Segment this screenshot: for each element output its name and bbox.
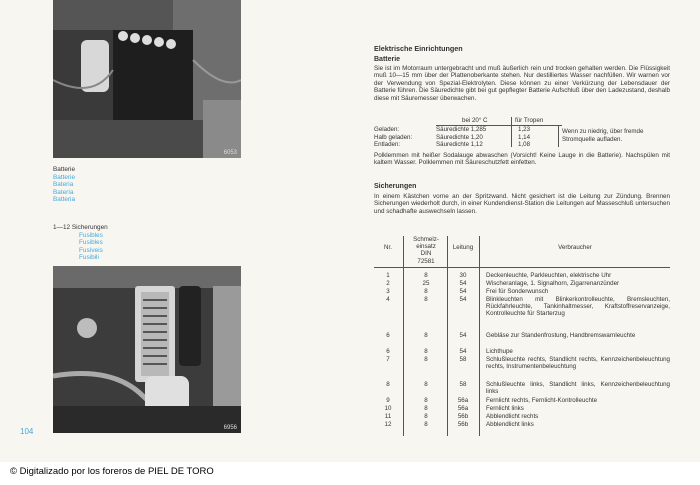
battery-caption-tr-3: Batería (53, 188, 74, 196)
fuse-nr: 6 (386, 332, 390, 339)
fuse-line: 56b (457, 413, 469, 420)
fuse-consumer: Wischeranlage, 1. Signalhorn, Zigarrenanzünder (486, 280, 620, 287)
acid-col-20c: bei 20° C (462, 117, 488, 124)
fuse-amp: 8 (424, 356, 428, 363)
photo-ref-number: 6956 (223, 425, 237, 431)
fuse-amp: 8 (424, 397, 428, 404)
acid-row-v2: 1,23 (518, 126, 531, 133)
fuse-nr: 3 (386, 288, 390, 295)
acid-note-line-2: Stromquelle aufladen. (562, 136, 623, 143)
fuse-amp: 8 (424, 421, 428, 428)
fuse-header-line: Leitung (452, 244, 474, 251)
fuse-line: 56a (457, 397, 469, 404)
fuse-nr: 6 (386, 348, 390, 355)
fuse-heading: Sicherungen (374, 183, 417, 190)
battery-caption-tr-4: Batteria (53, 196, 76, 204)
fuse-line: 54 (459, 348, 467, 355)
fuse-amp: 8 (424, 332, 428, 339)
battery-caption-tr-1: Batterie (53, 173, 76, 181)
fuse-line: 56a (457, 405, 469, 412)
fuse-line: 54 (459, 296, 467, 303)
fuse-header-consumer: Verbraucher (558, 244, 592, 251)
fusebox-photo (53, 266, 241, 433)
pole-terminal-text: Polklemmen mit heißer Sodalauge abwaschen (Vorsicht! Keine Lauge in die Batterie). Nachspülen mit kaltem Wasser. Polklemmen mit Säureschutzfett einfetten. (374, 152, 670, 167)
photo-ref-number: 6053 (223, 150, 237, 156)
fuse-consumer: Abblendlicht rechts (486, 413, 539, 420)
fuse-amp: 25 (422, 280, 430, 287)
acid-row-v1: Säuredichte 1,285 (436, 126, 487, 133)
fuse-consumer: Schlußleuchte rechts, Standlicht rechts, Kennzeichenbeleuchtung rechts, Instrumentenbeleuchtung (486, 356, 670, 371)
fuse-nr: 12 (384, 421, 392, 428)
battery-photo-drawing (53, 0, 241, 158)
battery-caption (53, 166, 75, 204)
acid-note-line-1: Wenn zu niedrig, über fremde (562, 128, 644, 135)
fuse-header-amp (404, 236, 448, 265)
fuse-header-amp-1: Schmelz- (413, 236, 439, 243)
fuse-consumer: Gebläse zur Standenfrostung, Handbremswarnleuchte (486, 332, 636, 339)
fuse-amp: 8 (424, 348, 428, 355)
fuse-consumer: Frei für Sonderwunsch (486, 288, 549, 295)
fuse-nr: 8 (386, 381, 390, 388)
acid-note-brace (558, 126, 559, 147)
fuse-header-amp-3: DIN (420, 250, 432, 258)
fuse-nr: 9 (386, 397, 390, 404)
fuse-caption-tr-1: Fusibles (79, 231, 103, 239)
battery-heading: Batterie (374, 56, 401, 63)
acid-row-v1: Säuredichte 1,12 (436, 141, 483, 148)
fuse-amp: 8 (424, 381, 428, 388)
acid-col-divider (511, 117, 512, 147)
fuse-line: 56b (457, 421, 469, 428)
fuse-header-nr: Nr. (384, 244, 392, 251)
acid-row-v1: Säuredichte 1,20 (436, 133, 483, 141)
acid-row-label: Entladen: (374, 141, 401, 148)
fuse-nr: 11 (384, 413, 392, 420)
fuse-nr: 10 (384, 405, 392, 412)
fuse-consumer: Schlußleuchte links, Standlicht links, Kennzeichenbeleuchtung links (486, 381, 670, 396)
section-title: Elektrische Einrichtungen (374, 44, 463, 53)
fuse-header-rule (374, 267, 670, 268)
battery-text: Sie ist im Motorraum untergebracht und muß äußerlich rein und trocken gehalten werden. Die Flüssigkeit muß 10—15 mm über der Plattenoberkante stehen. Nur destilliertes Wasser nachfüllen. Wir warnen vor der Verwendung von Spezial-Elektrolyten. Diese können zu einer Verkürzung der Lebensdauer der Batterie führen. Die Säuredichte gibt bei gut gepflegter Batterie Aufschluß über den Ladezustand, deshalb diese mit Säuremesser überwachen. (374, 65, 670, 102)
fuse-nr: 2 (386, 280, 390, 287)
battery-photo (53, 0, 241, 158)
fuse-line: 54 (459, 332, 467, 339)
acid-row-label: Geladen: (374, 126, 400, 133)
fuse-consumer: Deckenleuchte, Parkleuchten, elektrische Uhr (486, 272, 612, 279)
fuse-line: 58 (459, 356, 467, 363)
fuse-nr: 7 (386, 356, 390, 363)
acid-row-v2: 1,14 (518, 133, 531, 141)
battery-caption-tr-2: Bateria (53, 181, 74, 189)
fusebox-photo-drawing (53, 266, 241, 433)
fuse-amp: 8 (424, 288, 428, 295)
fuse-line: 54 (459, 280, 467, 287)
acid-row-label: Halb geladen: (374, 133, 413, 141)
acid-col-tropics: für Tropen (515, 117, 544, 124)
fuse-amp: 8 (424, 272, 428, 279)
fuse-amp: 8 (424, 296, 428, 303)
fuse-line: 30 (459, 272, 467, 279)
fuse-consumer: Fernlicht links (486, 405, 524, 412)
fuse-caption-tr-4: Fusibili (79, 254, 99, 262)
fuse-nr: 1 (386, 272, 390, 279)
fuse-line: 54 (459, 288, 467, 295)
fuse-caption-de: 1—12 Sicherungen (53, 224, 108, 231)
fuse-col-divider (403, 236, 404, 436)
battery-caption-de: Batterie (53, 166, 76, 173)
fuse-nr: 4 (386, 296, 390, 303)
fuse-consumer: Abblendlicht links (486, 421, 534, 428)
fuse-consumer: Blinkleuchten mit Blinkerkontrolleuchte, Bremsleuchten, Rückfahrleuchte, Tankinhaltmesser, Kraftstoffreservanzeige, Kontrolleuchte für Starterzug (486, 296, 670, 318)
fuse-consumer: Lichthupe (486, 348, 513, 355)
fuse-amp: 8 (424, 405, 428, 412)
fuse-col-divider (479, 236, 480, 436)
page-number: 104 (20, 427, 34, 436)
fuse-caption-tr-3: Fusíveis (79, 246, 103, 254)
fuse-caption-tr-2: Fusibles (79, 239, 103, 247)
fuse-line: 58 (459, 381, 467, 388)
fuse-header-amp-2: einsatz (416, 243, 436, 251)
fuse-text: In einem Kästchen vorne an der Spritzwand. Nicht gesichert ist die Leitung zur Zündung. Brennen Sicherungen wiederholt durch, in einer Kundendienst-Station die Leitungen auf Masseschluß untersuchen und schadhafte auswechseln lassen. (374, 193, 670, 215)
fuse-header-amp-4: 72581 (417, 257, 435, 265)
fuse-amp: 8 (424, 413, 428, 420)
acid-row-v2: 1,08 (518, 141, 531, 148)
footer-credit: © Digitalizado por los foreros de PIEL DE TORO (10, 466, 214, 477)
fuse-caption (53, 224, 108, 262)
fuse-consumer: Fernlicht rechts, Fernlicht-Kontrolleuchte (486, 397, 598, 404)
